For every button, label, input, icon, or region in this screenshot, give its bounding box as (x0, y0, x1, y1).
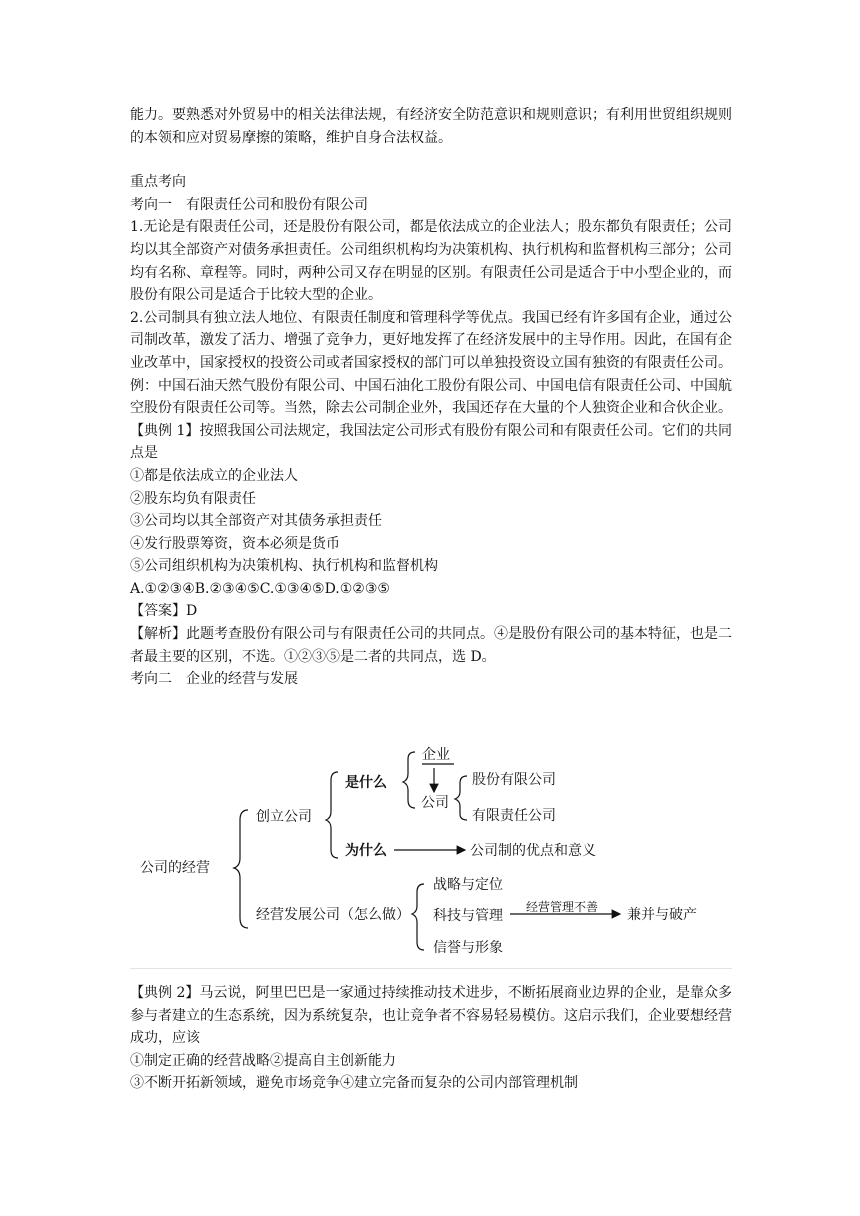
diagram-root-label: 公司的经营 (140, 860, 210, 876)
example1-options: A.①②③④B.②③④⑤C.①③④⑤D.①②③⑤ (130, 580, 390, 597)
diagram-establish-label: 创立公司 (256, 809, 312, 825)
what-brace (403, 752, 415, 808)
diagram-strategy-label: 战略与定位 (433, 877, 503, 893)
establish-brace (326, 772, 338, 858)
diagram-joint-stock-label: 股份有限公司 (472, 772, 556, 788)
topic1-paragraph-1: 1.无论是有限责任公司，还是股份有限公司，都是依法成立的企业法人；股东都负有限责任；公司均以其全部资产对债务承担责任。公司组织机构均为决策机构、执行机构和监督机构三部分；公司均有名称、章程等。同时，两种公司又存在明显的区别。有限责任公司是适合于中小型企业的，而股份有限公司是适合于比较大型的企业。 (130, 219, 732, 304)
example1-answer: 【答案】D (130, 603, 198, 620)
diagram-reputation-label: 信誉与形象 (433, 940, 503, 956)
topic1-title: 考向一 有限责任公司和股份有限公司 (130, 196, 368, 213)
main-content (130, 104, 732, 691)
topic1-paragraph-2: 2.公司制具有独立法人地位、有限责任制度和管理科学等优点。我国已经有许多国有企业，通过公司制改革，激发了活力、增强了竞争力，更好地发挥了在经济发展中的主导作用。因此，在国有企业改革中，国家授权的投资公司或者国家授权的部门可以单独投资设立国有独资的有限责任公司。例：中国石油天然气股份有限公司、中国石油化工股份有限公司、中国电信有限责任公司、中国航空股份有限责任公司等。当然，除去公司制企业外，我国还存在大量的个人独资企业和合伙企业。 (130, 309, 732, 417)
section-heading: 重点考向 (130, 174, 186, 191)
diagram-merger-label: 兼并与破产 (627, 907, 697, 923)
company-brace (455, 776, 467, 820)
topic2-title: 考向二 企业的经营与发展 (130, 671, 298, 688)
example1-item: ⑤公司组织机构为决策机构、执行机构和监督机构 (130, 558, 438, 575)
example2-line: ①制定正确的经营战略②提高自主创新能力 (130, 1052, 396, 1069)
spacer (130, 149, 732, 171)
diagram-why-label: 为什么 (345, 843, 387, 859)
diagram-operate-label: 经营发展公司（怎么做） (256, 907, 410, 923)
example1-item: ①都是依法成立的企业法人 (130, 467, 298, 484)
diagram-limited-label: 有限责任公司 (472, 808, 556, 824)
example2-section (130, 982, 732, 1095)
example2-question: 【典例 2】马云说，阿里巴巴是一家通过持续推动技术进步，不断拓展商业边界的企业，是靠众多参与者建立的生态系统，因为系统复杂，也让竞争者不容易轻易模仿。这启示我们，企业要想经营成功，应该 (130, 985, 732, 1047)
diagram-what-label: 是什么 (345, 775, 387, 791)
example2-line: ③不断开拓新领域，避免市场竞争④建立完备而复杂的公司内部管理机制 (130, 1075, 578, 1092)
diagram-advantages-label: 公司制的优点和意义 (470, 843, 596, 859)
root-brace (234, 810, 248, 928)
example1-item: ③公司均以其全部资产对其债务承担责任 (130, 513, 382, 530)
example1-question: 【典例 1】按照我国公司法规定，我国法定公司形式有股份有限公司和有限责任公司。它们的共同点是 (130, 422, 732, 462)
diagram-lines (130, 738, 732, 970)
diagram-enterprise-label: 企业 (422, 747, 450, 763)
business-operation-diagram (130, 738, 732, 970)
diagram-tech-label: 科技与管理 (433, 908, 503, 924)
example1-item: ②股东均负有限责任 (130, 490, 256, 507)
example1-analysis: 【解析】此题考查股份有限公司与有限责任公司的共同点。④是股份有限公司的基本特征，也是二者最主要的区别，不选。①②③⑤是二者的共同点，选 D。 (130, 626, 732, 665)
intro-paragraph: 能力。要熟悉对外贸易中的相关法律法规，有经济安全防范意识和规则意识；有利用世贸组织规则的本领和应对贸易摩擦的策略，维护自身合法权益。 (130, 107, 732, 146)
operate-brace (412, 884, 424, 950)
example1-item: ④发行股票筹资，资本必须是货币 (130, 535, 340, 552)
diagram-poor-mgmt-label: 经营管理不善 (526, 900, 599, 914)
section-divider (130, 968, 732, 969)
diagram-company-label: 公司 (421, 795, 449, 811)
